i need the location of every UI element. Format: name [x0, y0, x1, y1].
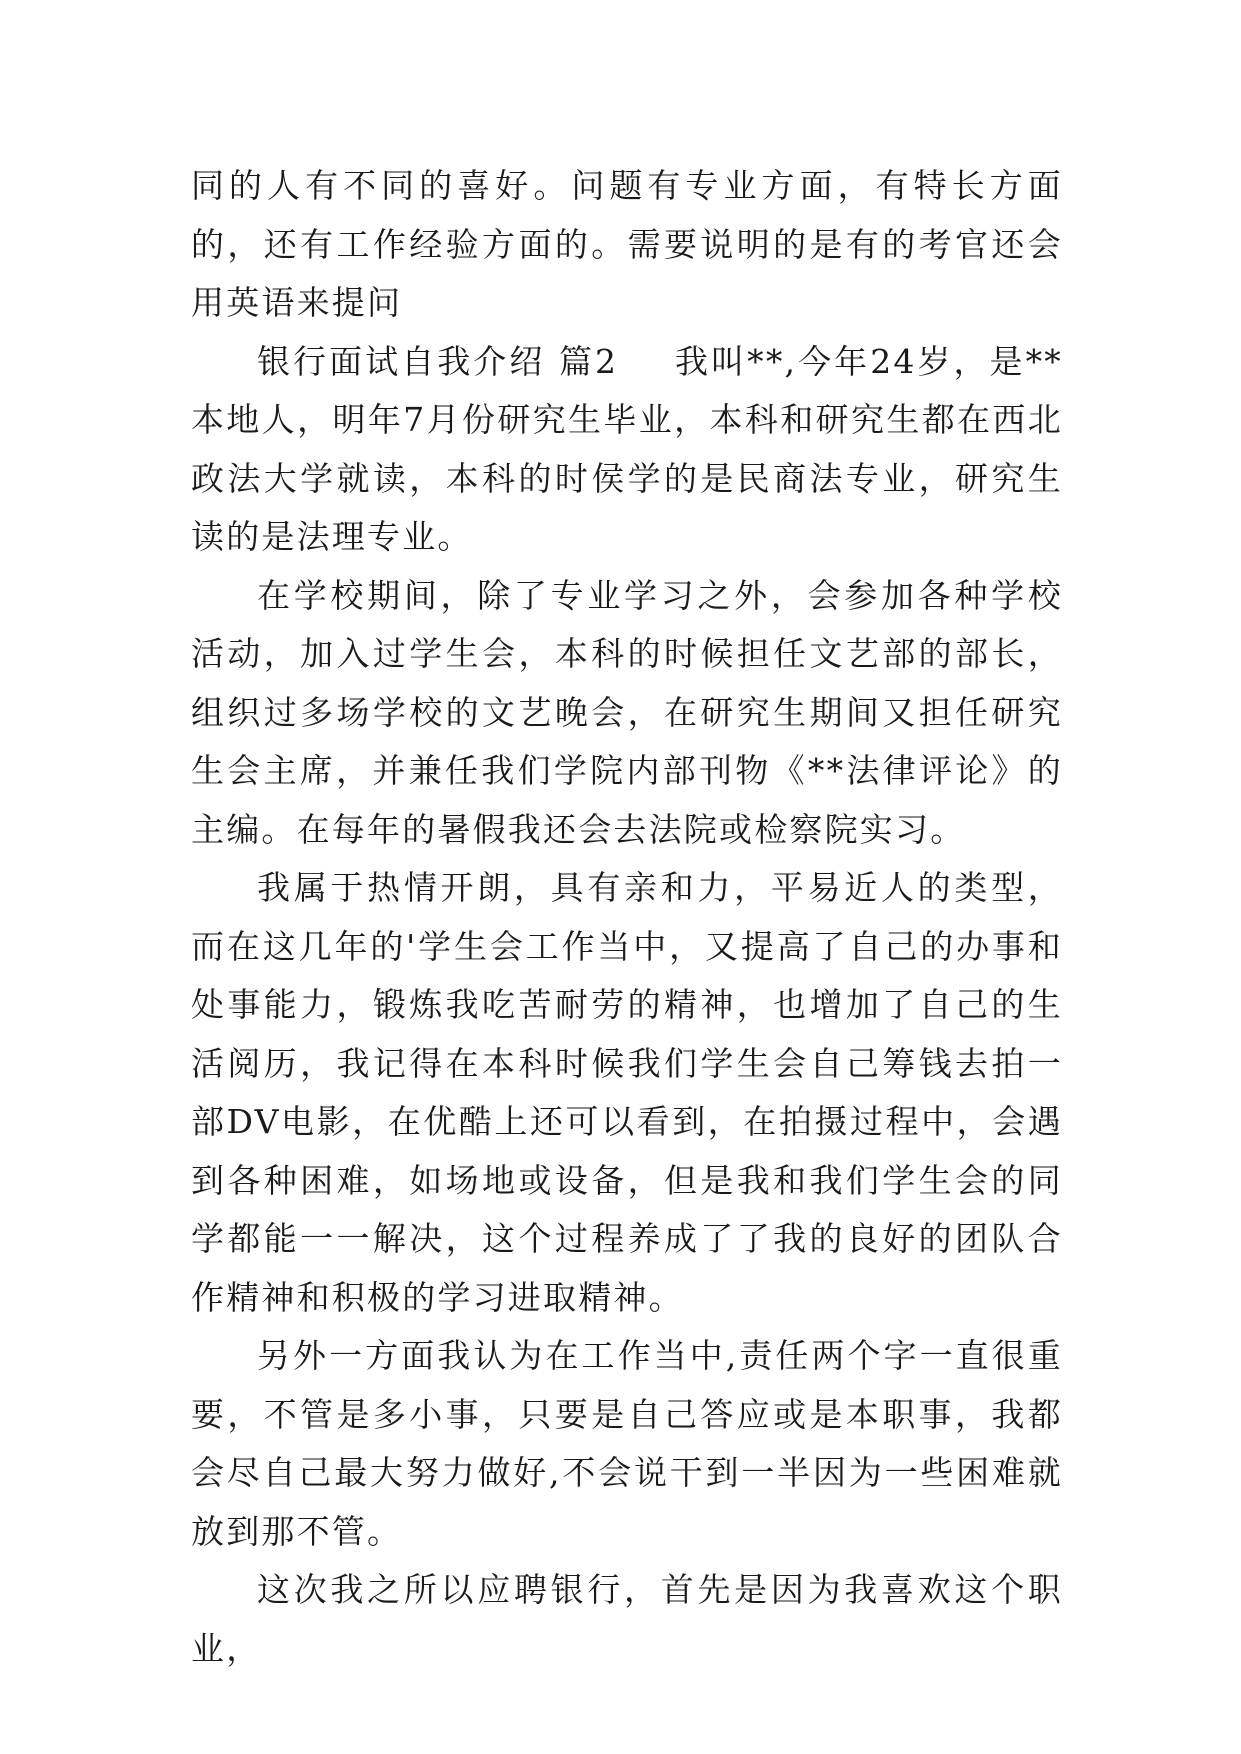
- application-reason-paragraph: 这次我之所以应聘银行，首先是因为我喜欢这个职业，: [191, 1570, 1063, 1668]
- school-activities-paragraph: 在学校期间，除了专业学习之外，会参加各种学校活动，加入过学生会，本科的时候担任文艺部的部长，组织过多场学校的文艺晚会，在研究生期间又担任研究生会主席，并兼任我们学院内部刊物《**法律评论》的主编。在每年的暑假我还会去法院或检察院实习。: [191, 575, 1063, 849]
- personality-paragraph: 我属于热情开朗，具有亲和力，平易近人的类型，而在这几年的'学生会工作当中，又提高了自己的办事和处事能力，锻炼我吃苦耐劳的精神，也增加了自己的生活阅历，我记得在本科时候我们学生会自己筹钱去拍一部DV电影，在优酷上还可以看到，在拍摄过程中，会遇到各种困难，如场地或设备，但是我和我们学生会的同学都能一一解决，这个过程养成了了我的良好的团队合作精神和积极的学习进取精神。: [191, 868, 1063, 1317]
- continued-paragraph: 同的人有不同的喜好。问题有专业方面，有特长方面的，还有工作经验方面的。需要说明的是有的考官还会用英语来提问: [191, 166, 1063, 322]
- section-heading: 银行面试自我介绍 篇2: [257, 341, 619, 381]
- responsibility-paragraph: 另外一方面我认为在工作当中,责任两个字一直很重要，不管是多小事，只要是自己答应或是本职事，我都会尽自己最大努力做好,不会说干到一半因为一些困难就放到那不管。: [191, 1336, 1063, 1551]
- self-intro-text: 我叫**,今年24岁，是**本地人，明年7月份研究生毕业，本科和研究生都在西北政法大学就读，本科的时侯学的是民商法专业，研究生读的是法理专业。: [191, 341, 1063, 556]
- section-paragraph: [191, 333, 1063, 567]
- document-page: [191, 157, 1063, 1678]
